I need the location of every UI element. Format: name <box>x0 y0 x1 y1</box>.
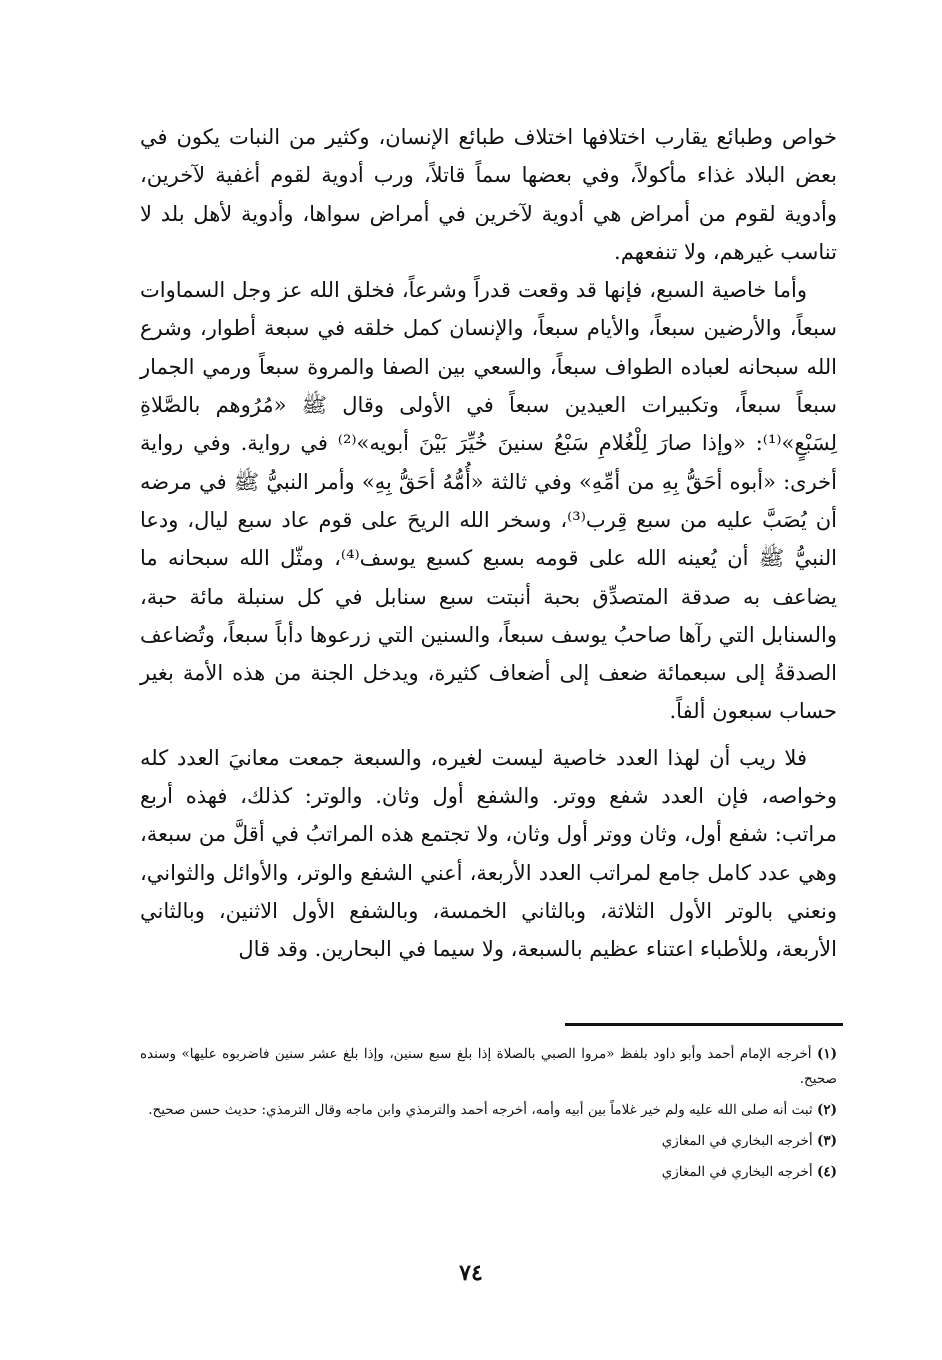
footnote-text: أخرجه الإمام أحمد وأبو داود بلفظ «مروا الصبي بالصلاة إذا بلغ سبع سنين، وإذا بلغ عشر سنين فاضربوه عليها» وسنده صحيح. <box>140 1046 837 1087</box>
footnote-number: (٢) <box>816 1102 837 1118</box>
footnote-text: أخرجه البخاري في المغازي <box>661 1133 813 1149</box>
footnote-4 <box>140 1160 837 1185</box>
footnote-number: (٤) <box>816 1164 837 1180</box>
footnote-number: (١) <box>816 1046 837 1062</box>
main-text <box>140 118 837 969</box>
footnote-separator <box>565 1023 843 1026</box>
paragraph-3: فلا ريب أن لهذا العدد خاصية ليست لغيره، والسبعة جمعت معانيَ العدد كله وخواصه، فإن العدد شفع ووتر. والشفع أول وثان. والوتر: كذلك، فهذه أربع مراتب: شفع أول، وثان ووتر أول وثان، ولا تجتمع هذه المراتبُ في أقلَّ من سبعة، وهي عدد كامل جامع لمراتب العدد الأربعة، أعني الشفع والوتر، والأوائل والثواني، ونعني بالوتر الأول الثلاثة، وبالثاني الخمسة، وبالشفع الأول الاثنين، وبالثاني الأربعة، وللأطباء اعتناء عظيم بالسبعة، ولا سيما في البحارين. وقد قال <box>140 745 837 962</box>
footnote-3 <box>140 1129 837 1154</box>
paragraph-1: خواص وطبائع يقارب اختلافها اختلاف طبائع الإنسان، وكثير من النبات يكون في بعض البلاد غذاء مأكولاً، وفي بعضها سماً قاتلاً، ورب أدوية لقوم أغفية لآخرين، وأدوية لقوم من أمراض هي أدوية لآخرين في أمراض سواها، وأدوية لأهل بلد لا تناسب غيرهم، ولا تنفعهم. <box>140 125 837 264</box>
footnote-1 <box>140 1042 837 1092</box>
footnotes <box>140 1042 837 1191</box>
footnote-text: أخرجه البخاري في المغازي <box>661 1164 813 1180</box>
footnote-number: (٣) <box>816 1133 837 1149</box>
footnote-text: ثبت أنه صلى الله عليه ولم خير غلاماً بين أبيه وأمه، أخرجه أحمد والترمذي وابن ماجه وقال الترمذي: حديث حسن صحيح. <box>148 1102 813 1118</box>
paragraph-2: وأما خاصية السبع، فإنها قد وقعت قدراً وشرعاً، فخلق الله عز وجل السماوات سبعاً، والأرضين سبعاً، والأيام سبعاً، والإنسان كمل خلقه في سبعة أطوار، وشرع الله سبحانه لعباده الطواف سبعاً، والسعي بين الصفا والمروة سبعاً ورمي الجمار سبعاً سبعاً، وتكبيرات العيدين سبعاً في الأولى وقال ﷺ «مُرُوهم بالصَّلاةِ لِسَبْعٍ»⁽¹⁾: «وإذا صارَ لِلْغُلامِ سَبْعُ سنينَ خُيِّرَ بَيْنَ أبويه»⁽²⁾ في رواية. وفي رواية أخرى: «أبوه أحَقُّ بِهِ من أمِّهِ» وفي ثالثة «أُمُّهُ أحَقُّ بِهِ» وأمر النبيُّ ﷺ في مرضه أن يُصَبَّ عليه من سبع قِرب⁽³⁾، وسخر الله الريحَ على قوم عاد سبع ليال، ودعا النبيُّ ﷺ أن يُعينه الله على قومه بسبع كسبع يوسف⁽⁴⁾، ومثّل الله سبحانه ما يضاعف به صدقة المتصدِّق بحبة أنبتت سبع سنابل في كل سنبلة مائة حبة، والسنابل التي رآها صاحبُ يوسف سبعاً، والسنين التي زرعوها دأباً سبعاً، وتُضاعف الصدقةُ إلى سبعمائة ضعف إلى أضعاف كثيرة، ويدخل الجنة من هذه الأمة بغير حساب سبعون ألفاً. <box>140 278 838 724</box>
page-number: ٧٤ <box>459 1260 483 1286</box>
footnote-2 <box>140 1098 837 1123</box>
